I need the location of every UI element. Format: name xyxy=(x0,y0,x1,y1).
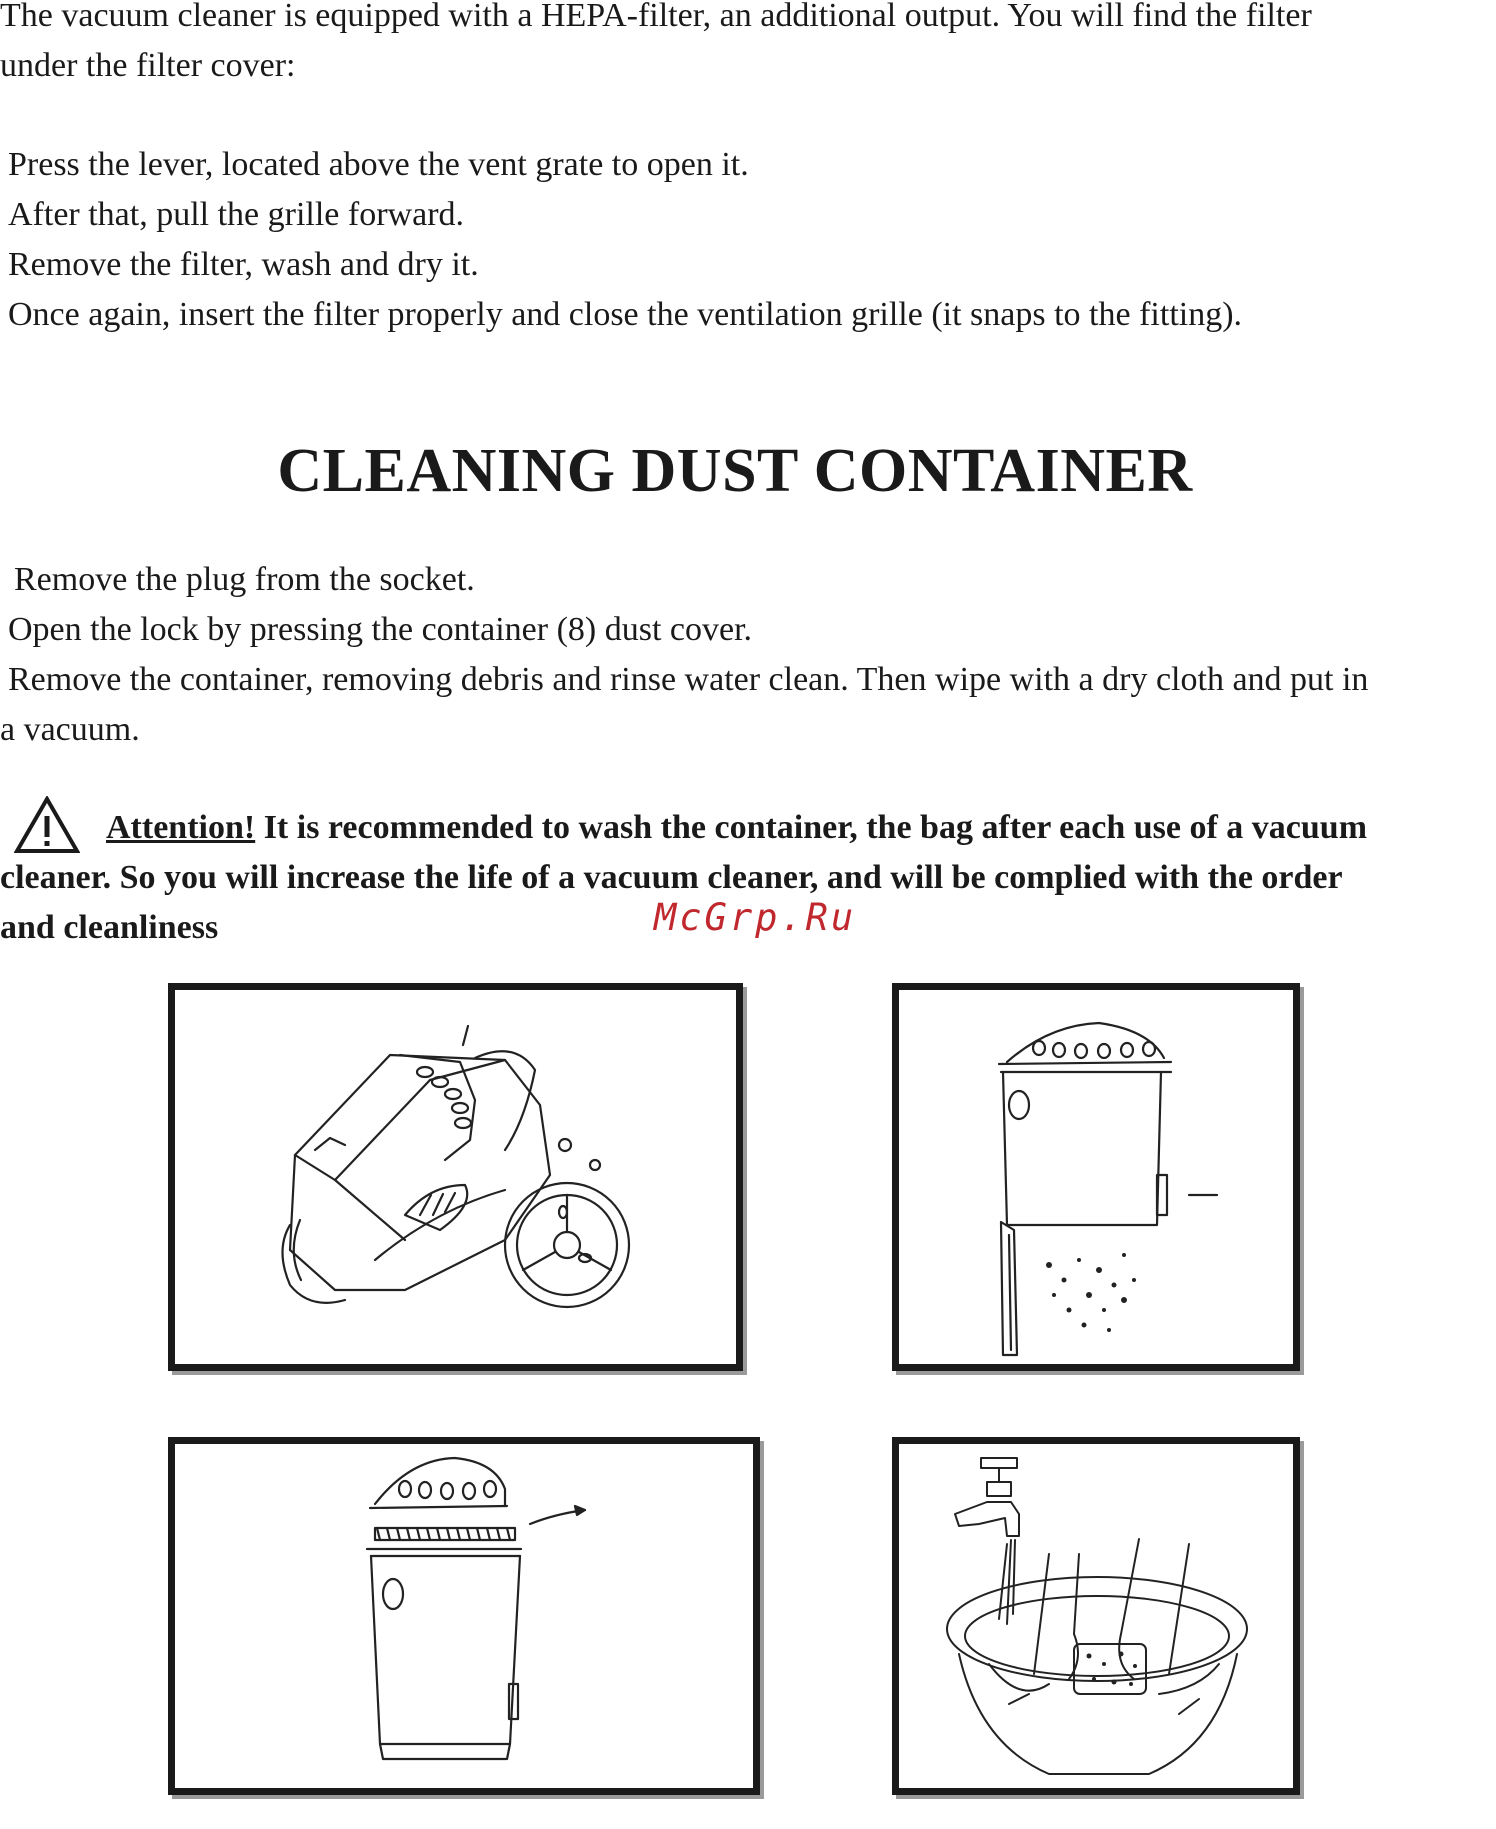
attention-line-1 xyxy=(106,808,1367,848)
filter-step-2: After that, pull the grille forward. xyxy=(8,196,465,233)
illustration-container-emptying xyxy=(892,983,1300,1371)
section-title: CLEANING DUST CONTAINER xyxy=(277,437,1193,505)
filter-step-4: Once again, insert the filter properly and close the ventilation grille (it snaps to the fitting). xyxy=(8,296,1243,333)
illustration-filter-removal xyxy=(168,1437,760,1795)
filter-step-3: Remove the filter, wash and dry it. xyxy=(8,246,479,283)
filter-step-1: Press the lever, located above the vent grate to open it. xyxy=(8,146,749,183)
intro-line-1: The vacuum cleaner is equipped with a HEPA-filter, an additional output. You will find the filter xyxy=(0,0,1312,34)
attention-label: Attention! xyxy=(106,809,256,846)
warning-triangle-icon xyxy=(14,796,80,854)
illustration-vacuum-cleaner xyxy=(168,983,743,1371)
attention-line-3: and cleanliness xyxy=(0,909,219,946)
intro-line-2: under the filter cover: xyxy=(0,47,296,84)
attention-line-2: cleaner. So you will increase the life of a vacuum cleaner, and will be complied with the order xyxy=(0,859,1343,896)
cleaning-step-3: Remove the container, removing debris and rinse water clean. Then wipe with a dry cloth and put in xyxy=(8,661,1369,698)
illustration-washing-container xyxy=(892,1437,1300,1795)
cleaning-step-1: Remove the plug from the socket. xyxy=(14,561,475,598)
watermark: McGrp.Ru xyxy=(654,896,857,939)
cleaning-step-2: Open the lock by pressing the container (8) dust cover. xyxy=(8,611,753,648)
attention-text-1: It is recommended to wash the container, the bag after each use of a vacuum xyxy=(255,809,1368,846)
cleaning-step-3-cont: a vacuum. xyxy=(0,711,140,748)
